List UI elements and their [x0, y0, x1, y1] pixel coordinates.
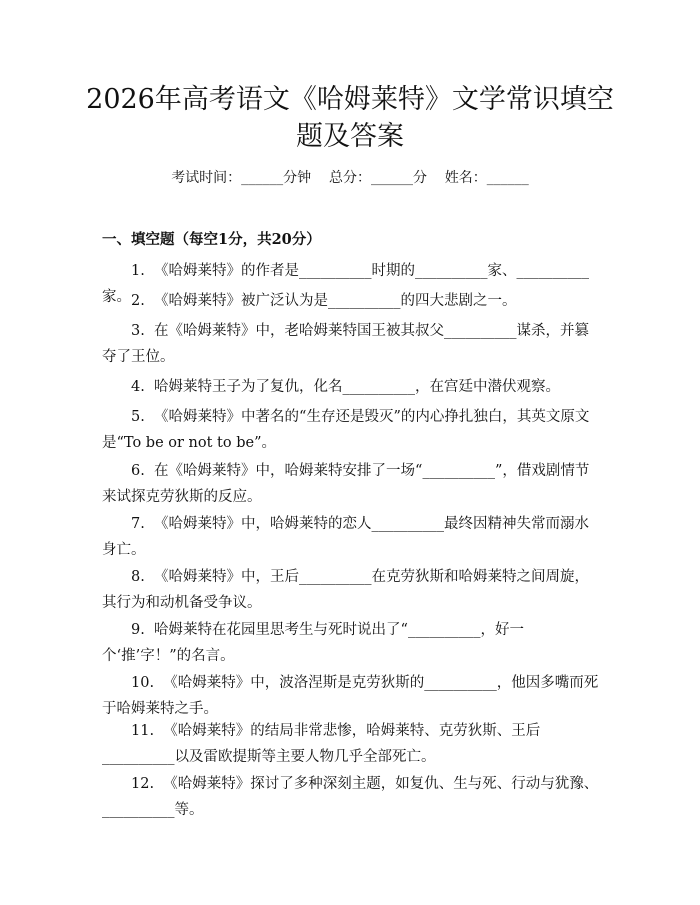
question-12: 12. 《哈姆莱特》探讨了多种深刻主题，如复仇、生与死、行动与犹豫、__________等。 — [102, 776, 599, 818]
question-1: 1. 《哈姆莱特》的作者是__________时期的__________家、__________家。 — [102, 263, 590, 305]
exam-meta-info: 考试时间：______分钟 总分：______分 姓名：______ — [171, 170, 529, 186]
question-10: 10. 《哈姆莱特》中，波洛涅斯是克劳狄斯的__________，他因多嘴而死于哈姆莱特之手。 — [102, 675, 599, 717]
question-7: 7. 《哈姆莱特》中，哈姆莱特的恋人__________最终因精神失常而溺水身亡。 — [102, 516, 590, 558]
exam-title-line-1: 2026年高考语文《哈姆莱特》文学常识填空 — [86, 84, 614, 115]
question-3: 3. 在《哈姆莱特》中，老哈姆莱特国王被其叔父__________谋杀，并篡夺了王位。 — [102, 323, 590, 365]
exam-title-line-2: 题及答案 — [296, 121, 404, 152]
question-9: 9. 哈姆莱特在花园里思考生与死时说出了“__________，好一个‘推’字！”的名言。 — [102, 622, 524, 664]
question-4: 4. 哈姆莱特王子为了复仇，化名__________，在宫廷中潜伏观察。 — [131, 379, 561, 395]
section-title-fill-blank: 一、填空题（每空1分，共20分） — [102, 231, 321, 248]
question-2: 2. 《哈姆莱特》被广泛认为是__________的四大悲剧之一。 — [131, 293, 517, 309]
question-5: 5. 《哈姆莱特》中著名的“生存还是毁灭”的内心挣扎独白，其英文原文是“To be or not to be”。 — [102, 409, 590, 451]
question-8: 8. 《哈姆莱特》中，王后__________在克劳狄斯和哈姆莱特之间周旋，其行为和动机备受争议。 — [102, 569, 590, 611]
question-11: 11. 《哈姆莱特》的结局非常悲惨，哈姆莱特、克劳狄斯、王后__________以及雷欧提斯等主要人物几乎全部死亡。 — [102, 723, 541, 765]
question-6: 6. 在《哈姆莱特》中，哈姆莱特安排了一场“__________”，借戏剧情节来试探克劳狄斯的反应。 — [102, 463, 590, 505]
